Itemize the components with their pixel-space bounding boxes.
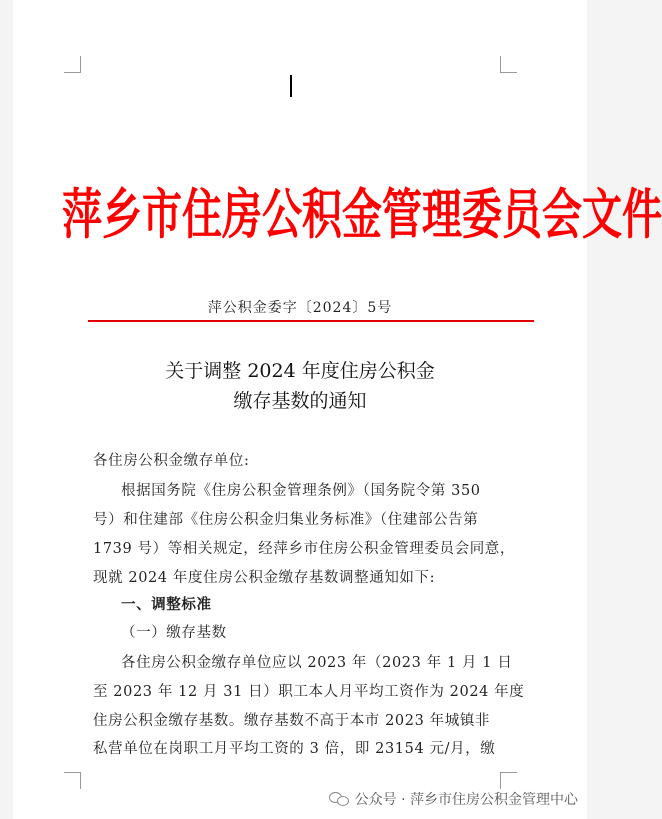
body-line: 私营单位在岗职工月平均工资的 3 倍，即 23154 元/月，缴 [93,741,496,757]
notice-title-line-1: 关于调整 2024 年度住房公积金 [165,360,435,382]
crop-mark-bottom-left [64,772,81,789]
watermark [329,789,578,809]
notice-title-line-2: 缴存基数的通知 [233,390,367,412]
document-number: 萍公积金委字〔2024〕5号 [207,300,393,316]
body-line: 根据国务院《住房公积金管理条例》（国务院令第 350 [121,483,481,499]
subsection-heading: （一）缴存基数 [121,625,227,641]
body-line: 1739 号）等相关规定，经萍乡市住房公积金管理委员会同意， [93,541,516,557]
text-cursor [290,75,292,97]
body-line: 至 2023 年 12 月 31 日）职工本人月平均工资作为 2024 年度 [93,684,525,700]
salutation: 各住房公积金缴存单位: [93,453,250,469]
watermark-text: 公众号 · 萍乡市住房公积金管理中心 [354,792,578,808]
body-line: 号）和住建部《住房公积金归集业务标准》（住建部公告第 [93,512,479,528]
document-header-title: 萍乡市住房公积金管理委员会文件 [62,182,662,247]
body-line: 住房公积金缴存基数。缴存基数不高于本市 2023 年城镇非 [93,713,491,729]
section-heading: 一、调整标准 [121,596,212,613]
crop-mark-top-right [500,56,517,73]
wechat-icon [329,792,349,806]
crop-mark-top-left [64,56,81,73]
crop-mark-bottom-right [500,772,517,789]
red-divider [88,320,534,322]
body-line: 现就 2024 年度住房公积金缴存基数调整通知如下: [93,570,436,586]
body-line: 各住房公积金缴存单位应以 2023 年（2023 年 1 月 1 日 [121,655,513,671]
